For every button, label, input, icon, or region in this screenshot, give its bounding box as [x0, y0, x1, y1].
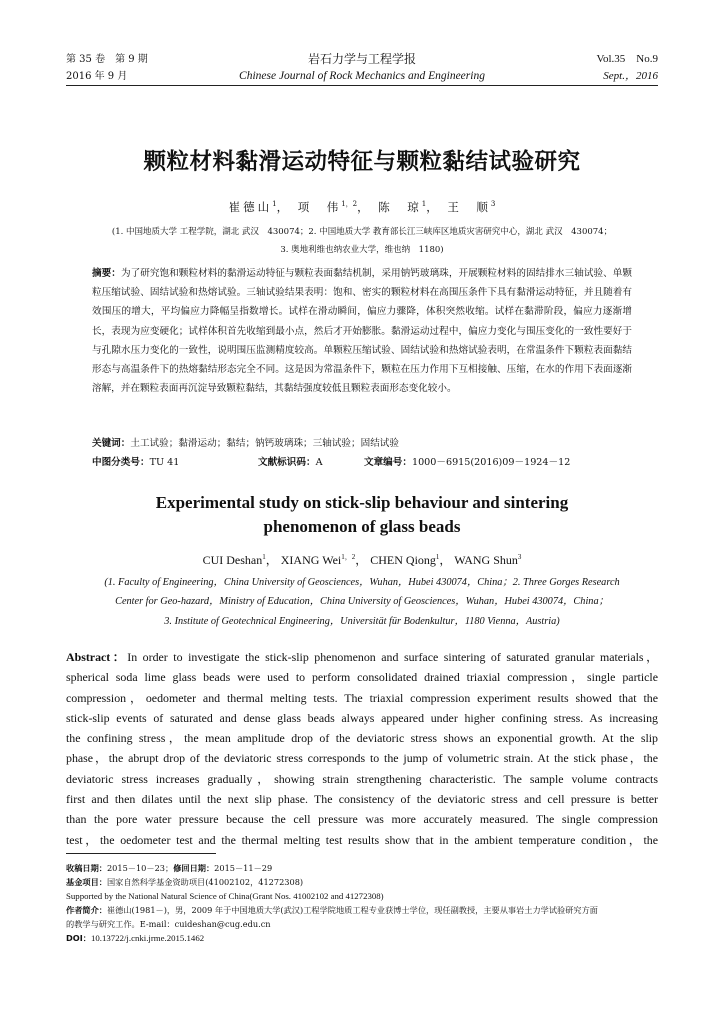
author-name: 王 顺: [447, 200, 491, 214]
title-en-line: Experimental study on stick-slip behaviour and sintering: [155, 493, 569, 512]
abstract-en-line: phase，the abrupt drop of the deviatoric stress corresponds to the jump of volumetric strain. At the stick phase，the: [66, 751, 658, 766]
doi-value: 10.13722/j.cnki.jrme.2015.1462: [91, 933, 205, 943]
author-affiliation-mark: 1: [272, 200, 277, 209]
author-affiliation-mark: 1，2: [341, 553, 356, 561]
article-number-value: 1000－6915(2016)09－1924－12: [411, 457, 571, 468]
journal-name-cn: 岩石力学与工程学报: [307, 52, 416, 66]
abstract-cn-text: 为了研究饱和颗粒材料的黏滑运动特征与颗粒表面黏结机制，采用钠钙玻璃珠，开展颗粒材料的固结排水三轴试验、单颗粒压缩试验、固结试验和热熔试验。三轴试验结果表明：饱和、密实的颗粒材料在高围压条件下具有黏滑运动特征，并且随着有效围压的增大，平均偏应力降幅呈指数增长。试样在滑动瞬间，偏应力骤降，体积突然收缩。试样在黏滞阶段，偏应力逐渐增长，表现为应变硬化；试样体积首先收缩到最小点，然后才开始膨胀。黏滑运动过程中，偏应力变化与围压变化的一致性要好于与孔隙水压力变化的一致性，说明围压监测精度较高。单颗粒压缩试验、固结试验和热熔试验表明，在常温条件下颗粒表面黏结形态与高温条件下的热熔黏结形态完全不同。这是因为常温条件下，颗粒在压力作用下互相接触、压缩，在水的作用下表面逐渐溶解，并在颗粒表面再沉淀导致颗粒黏结，其黏结强度较低且颗粒表面形态变化较小。: [92, 268, 633, 395]
affiliation-cn-line: 3. 奥地利维也纳农业大学，维也纳 1180): [280, 245, 444, 255]
abstract-en-line: the confining stress，the mean amplitude drop of the deviatoric stress shows an exponential growth. At the slip: [66, 731, 658, 746]
fund-label: 基金项目：: [66, 877, 107, 887]
author-name: XIANG Wei: [280, 553, 342, 567]
authors-en: CUI Deshan$^1$， XIANG Wei$^{1,2}$， CHEN Qiong$^1$， WANG Shun$^3$: [202, 553, 522, 567]
bio-label: 作者简介：: [66, 905, 107, 915]
received-value: 2015－10－23；: [106, 863, 174, 873]
author-affiliation-mark: 1，2: [341, 200, 358, 209]
author-name: CUI Deshan: [202, 553, 263, 567]
affiliation-en: [70, 573, 654, 631]
date-cn: 2016 年 9 月: [66, 71, 128, 82]
journal-name-en: Chinese Journal of Rock Mechanics and Engineering: [239, 70, 485, 82]
keywords-text: 土工试验；黏滑运动；黏结；钠钙玻璃珠；三轴试验；固结试验: [130, 438, 399, 449]
abstract-en-label: Abstract：: [66, 650, 128, 664]
affiliation-en-line: 3. Institute of Geotechnical Engineering，Universität für Bodenkultur，1180 Vienna，Austria): [164, 615, 560, 627]
abstract-cn: [92, 264, 632, 398]
abstract-en-line: compression，oedometer and thermal melting tests. The triaxial compression experiment results showed that the: [66, 690, 658, 705]
author-affiliation-mark: 1: [262, 553, 266, 561]
affiliation-en-line: Center for Geo-hazard，Ministry of Education，China University of Geosciences，Wuhan，Hubei 430074，China；: [115, 596, 609, 608]
abstract-cn-label: 摘要：: [92, 268, 121, 279]
abstract-en-line: deviatoric stress increases gradually，showing strain strengthening characteristic. The sample volume contracts: [66, 771, 658, 786]
author-affiliation-mark: 3: [490, 200, 496, 209]
volume-issue-cn: 第 35 卷 第 9 期: [66, 54, 148, 65]
abstract-en-line: spherical soda lime glass beads were used to perform consolidated drained triaxial compression，single particle: [66, 670, 658, 685]
abstract-en-line: test，the oedometer test and the thermal melting test results show that in the ambient temperature condition，the: [66, 832, 658, 847]
author-name: WANG Shun: [454, 553, 518, 567]
author-name: 项 伟: [297, 200, 342, 214]
doi-label: DOI：: [66, 933, 91, 943]
revised-value: 2015－11－29: [214, 863, 273, 873]
affiliation-en-line: (1. Faculty of Engineering，China University of Geosciences，Wuhan，Hubei 430074，China；2. Three Gorges Research: [104, 577, 620, 588]
abstract-en: [66, 647, 658, 850]
revised-label: 修回日期：: [173, 863, 215, 873]
doc-code-label: 文献标识码：: [258, 457, 316, 468]
abstract-en-line: first and then dilates until the next slip phase. The consistency of the deviatoric stress and cell pressure is better: [66, 792, 658, 807]
footnote-fund-en: Supported by the National Natural Science of China(Grant Nos. 41002102 and 41272308): [66, 891, 384, 901]
doc-code-value: A: [315, 457, 323, 468]
keywords-label: 关键词：: [92, 438, 131, 449]
author-name: 陈 琼: [378, 200, 422, 214]
page-header: [66, 52, 658, 86]
author-affiliation-mark: 3: [517, 553, 522, 561]
author-affiliation-mark: 1: [421, 200, 427, 209]
abstract-en-line: In order to investigate the stick-slip phenomenon and surface sintering of saturated granular materials，: [127, 650, 658, 664]
title-en-line: phenomenon of glass beads: [263, 517, 461, 536]
keywords-cn: [92, 434, 632, 453]
article-number-label: 文章编号：: [364, 457, 412, 468]
abstract-en-line: stick-slip events of saturated and dense glass beads always appeared under higher confining stress. As increasing: [66, 710, 658, 725]
paper-title-en: [40, 491, 684, 539]
volume-issue-en: Vol.35 No.9: [596, 53, 658, 65]
footnote-fund: [66, 875, 658, 889]
authors-cn: 崔德山$^1$， 项 伟$^{1,2}$， 陈 琼$^1$， 王 顺$^3$: [228, 200, 496, 214]
abstract-en-line: than the pore water pressure because the cell pressure was more accurately measured. The single compression: [66, 812, 658, 827]
header-rule: [66, 85, 658, 86]
footnote-bio: [66, 903, 658, 917]
author-name: 崔德山: [228, 200, 273, 214]
bio-text-cont: 的教学与研究工作。E-mail：cuideshan@cug.edu.cn: [66, 919, 271, 929]
date-en: Sept.，2016: [603, 70, 658, 82]
clc-value: TU 41: [149, 457, 180, 468]
paper-title-cn: 颗粒材料黏滑运动特征与颗粒黏结试验研究: [143, 149, 581, 175]
footnotes: [66, 861, 658, 945]
author-affiliation-mark: 1: [435, 553, 440, 561]
received-label: 收稿日期：: [66, 863, 107, 873]
footnote-rule: [66, 853, 216, 854]
clc-label: 中图分类号：: [92, 457, 150, 468]
bio-text: 崔德山(1981－)，男，2009 年于中国地质大学(武汉)工程学院地质工程专业获博士学位，现任副教授，主要从事岩土力学试验研究方面: [106, 905, 598, 915]
fund-value: 国家自然科学基金资助项目(41002102，41272308): [106, 877, 304, 887]
author-name: CHEN Qiong: [370, 553, 436, 567]
footnote-dates: [66, 861, 658, 875]
affiliation-cn-line: (1. 中国地质大学 工程学院，湖北 武汉 430074；2. 中国地质大学 教育部长江三峡库区地质灾害研究中心，湖北 武汉 430074；: [111, 227, 613, 237]
footnote-doi: [66, 931, 658, 945]
